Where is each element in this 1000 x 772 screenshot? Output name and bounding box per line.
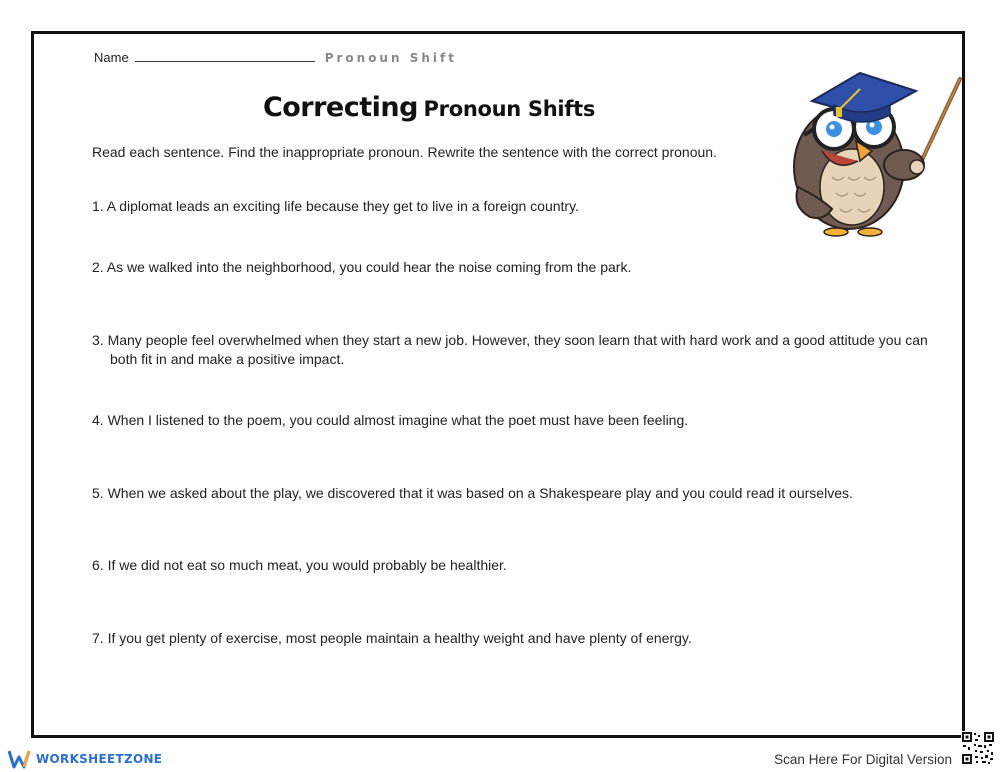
title-part-2: Pronoun Shifts [423, 97, 596, 121]
name-field[interactable] [135, 49, 315, 62]
worksheetzone-logo[interactable] [8, 749, 162, 769]
name-label: Name [94, 50, 129, 65]
question-1: 1. A diplomat leads an exciting life because they get to live in a foreign country. [92, 198, 579, 214]
worksheet-frame [31, 31, 965, 738]
brand-name: WORKSHEETZONE [36, 752, 163, 766]
worksheetzone-logo-icon [8, 749, 32, 769]
page-title [34, 92, 824, 123]
question-4: 4. When I listened to the poem, you could almost imagine what the poet must have been feeling. [92, 412, 689, 428]
title-part-1: Correcting [262, 92, 418, 123]
question-6: 6. If we did not eat so much meat, you would probably be healthier. [92, 557, 507, 573]
name-row [94, 49, 457, 65]
scan-caption: Scan Here For Digital Version [774, 752, 952, 767]
qr-code-icon[interactable] [961, 731, 995, 765]
question-7: 7. If you get plenty of exercise, most people maintain a healthy weight and have plenty of energy. [92, 630, 692, 646]
question-2: 2. As we walked into the neighborhood, you could hear the noise coming from the park. [92, 259, 632, 275]
owl-teacher-icon [774, 37, 964, 237]
instructions: Read each sentence. Find the inappropriate pronoun. Rewrite the sentence with the correct pronoun. [92, 144, 717, 160]
question-3: 3. Many people feel overwhelmed when they start a new job. However, they soon learn that with hard work and a good attitude you can both fit in and make a positive impact. [92, 332, 928, 367]
worksheet-topic: Pronoun Shift [324, 51, 457, 65]
question-5: 5. When we asked about the play, we discovered that it was based on a Shakespeare play and you could read it ourselves. [92, 485, 853, 501]
